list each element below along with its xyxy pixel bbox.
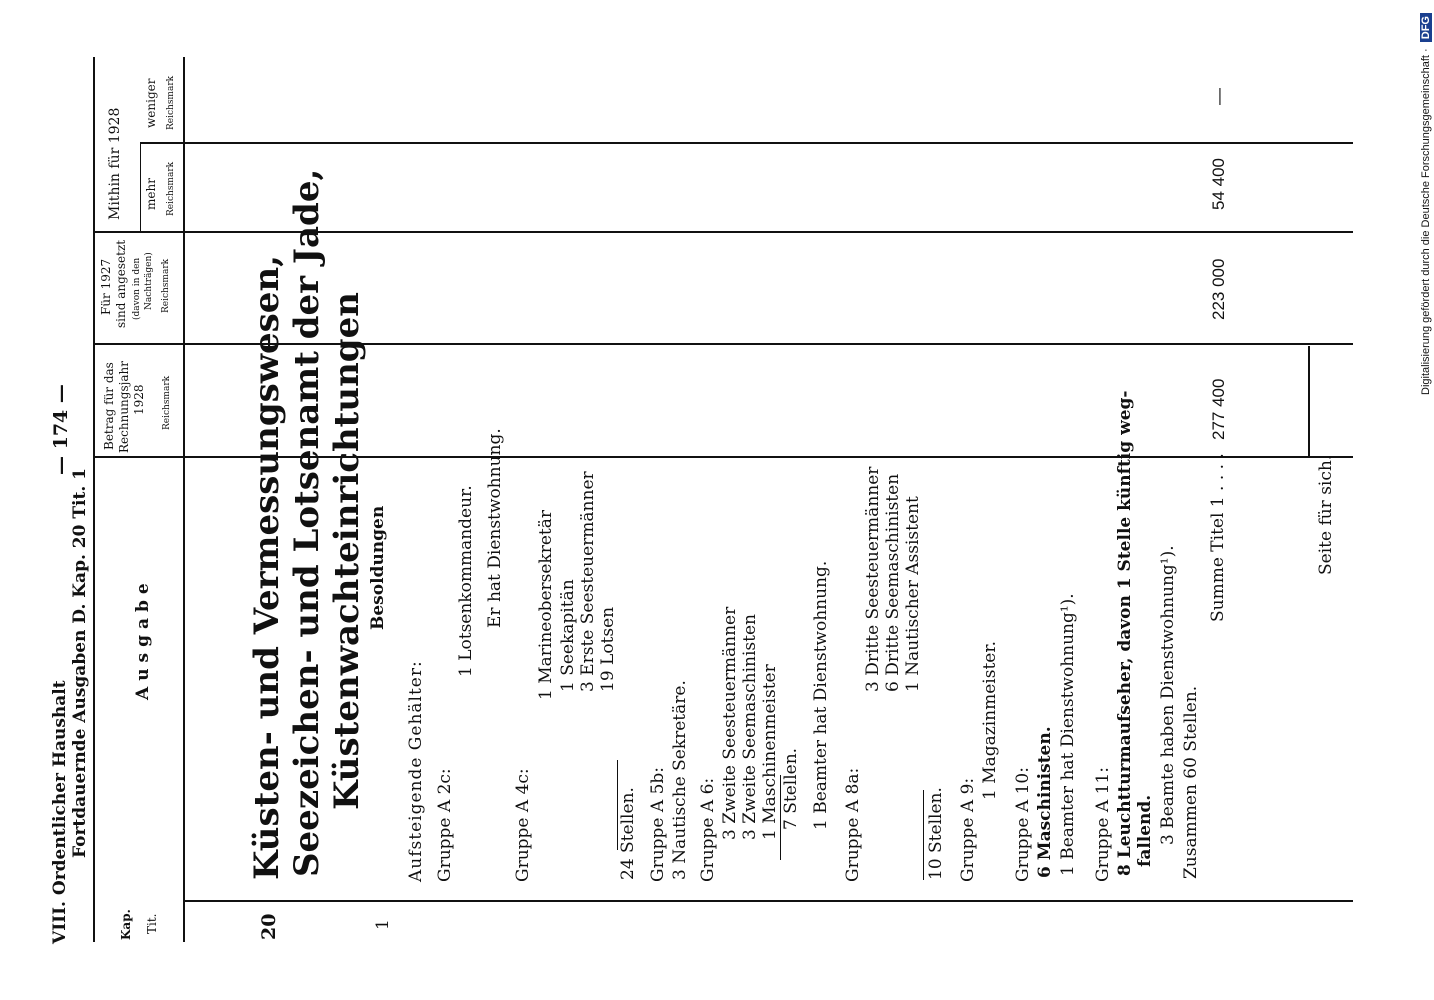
col-betrag-unit: Reichsmark bbox=[162, 375, 172, 430]
group-a6-item-1: 3 Zweite Seesteuermänner bbox=[720, 606, 740, 840]
group-a8a-sum: 10 Stellen. bbox=[926, 787, 946, 880]
col-kap: Kap. bbox=[119, 909, 133, 940]
group-a6-sum: 7 Stellen. bbox=[781, 747, 801, 830]
group-a10-note: 1 Beamter hat Dienstwohnung¹). bbox=[1058, 593, 1078, 876]
group-a8a-item-1: 3 Dritte Seesteuermänner bbox=[863, 466, 883, 692]
zusammen-total: Zusammen 60 Stellen. bbox=[1181, 685, 1201, 879]
group-a11: Gruppe A 11: bbox=[1093, 767, 1113, 882]
group-a4c-item-3: 3 Erste Seesteuermänner bbox=[578, 471, 598, 692]
group-a5b: Gruppe A 5b: bbox=[648, 767, 668, 882]
group-a9: Gruppe A 9: bbox=[958, 777, 978, 882]
dfg-logo: DFG bbox=[1420, 13, 1432, 42]
digitization-credit bbox=[1418, 0, 1434, 1000]
title-line-2: Seezeichen- und Lotsenamt der Jade, bbox=[287, 168, 327, 877]
group-a9-item: 1 Magazinmeister. bbox=[980, 640, 1000, 800]
group-a8a: Gruppe A 8a: bbox=[843, 767, 863, 882]
section-header: VIII. Ordentlicher Haushalt bbox=[50, 680, 70, 944]
summe-label: Summe Titel 1 . . . . bbox=[1208, 453, 1228, 622]
besoldungen-heading: Besoldungen bbox=[368, 505, 388, 630]
table-top-rule bbox=[93, 57, 95, 942]
group-a4c-item-4: 19 Lotsen bbox=[598, 606, 618, 692]
titel-number: 1 bbox=[373, 919, 393, 930]
group-a5b-item: 3 Nautische Sekretäre. bbox=[670, 680, 690, 880]
rule-kap-tit bbox=[183, 900, 1353, 902]
group-a2c: Gruppe A 2c: bbox=[435, 768, 455, 882]
group-a4c-item-2: 1 Seekapitän bbox=[558, 579, 578, 692]
group-a4c: Gruppe A 4c: bbox=[513, 768, 533, 882]
col-betrag-3: 1928 bbox=[132, 384, 146, 415]
betrag-1927-value: 223 000 bbox=[1209, 258, 1228, 320]
col-ausgabe: Ausgabe bbox=[133, 577, 153, 700]
mehr-value: 54 400 bbox=[1209, 158, 1228, 210]
group-a11-item-a: 8 Leuchtturmaufseher, davon 1 Stelle künftig weg- bbox=[1115, 390, 1135, 876]
title-line-1: Küsten- und Vermessungswesen, bbox=[247, 255, 287, 880]
header-bottom-rule bbox=[183, 57, 185, 942]
group-a6: Gruppe A 6: bbox=[698, 777, 718, 882]
col-mehr: mehr bbox=[144, 178, 158, 210]
col-1927-1: Für 1927 bbox=[99, 258, 113, 315]
rule-mithin bbox=[140, 143, 141, 233]
col-weniger-unit: Reichsmark bbox=[166, 75, 176, 130]
rule-1927-mehr bbox=[93, 231, 1353, 233]
group-a10-item: 6 Maschinisten. bbox=[1035, 726, 1055, 878]
summe-underline bbox=[1308, 346, 1310, 458]
subsection-header: Fortdauernde Ausgaben D. Kap. 20 Tit. 1 bbox=[70, 468, 90, 858]
group-a11-item-b: fallend. bbox=[1135, 794, 1155, 867]
group-a2c-note: Er hat Dienstwohnung. bbox=[485, 428, 505, 628]
aufsteigende-label: Aufsteigende Gehälter: bbox=[406, 660, 426, 882]
weniger-value: — bbox=[1209, 88, 1228, 105]
group-a4c-item-1: 1 Marineobersekretär bbox=[536, 509, 556, 700]
title-line-3: Küstenwachteinrichtungen bbox=[327, 292, 367, 810]
col-betrag-2: Rechnungsjahr bbox=[117, 361, 131, 453]
group-a6-item-3: 1 Maschinenmeister bbox=[760, 664, 780, 840]
group-a10: Gruppe A 10: bbox=[1013, 767, 1033, 882]
col-1927-3: (davon in den bbox=[132, 257, 142, 320]
group-a8a-sum-rule bbox=[923, 790, 924, 880]
col-mithin: Mithin für 1928 bbox=[107, 107, 123, 220]
seite-fuer-sich: Seite für sich. bbox=[1316, 454, 1336, 575]
group-a6-note: 1 Beamter hat Dienstwohnung. bbox=[811, 560, 831, 830]
kapitel-number: 20 bbox=[258, 913, 280, 940]
col-1927-2: sind angesetzt bbox=[114, 239, 128, 328]
group-a2c-item: 1 Lotsenkommandeur. bbox=[456, 485, 476, 677]
group-a4c-sum: 24 Stellen. bbox=[618, 787, 638, 880]
col-1927-4: Nachträgen) bbox=[144, 252, 154, 310]
betrag-1928-value: 277 400 bbox=[1209, 378, 1228, 440]
rule-mehr-weniger bbox=[140, 142, 1353, 144]
col-tit: Tit. bbox=[145, 913, 159, 934]
col-1927-unit: Reichsmark bbox=[161, 258, 171, 313]
group-a6-item-2: 3 Zweite Seemaschinisten bbox=[740, 614, 760, 840]
credit-text: Digitalisierung gefördert durch die Deutsche Forschungsgemeinschaft · bbox=[1420, 48, 1432, 395]
group-a8a-item-2: 6 Dritte Seemaschinisten bbox=[883, 473, 903, 692]
col-betrag-1: Betrag für das bbox=[102, 362, 116, 450]
col-weniger: weniger bbox=[144, 78, 158, 128]
col-mehr-unit: Reichsmark bbox=[166, 161, 176, 216]
group-a11-note: 3 Beamte haben Dienstwohnung¹). bbox=[1158, 545, 1178, 845]
group-a8a-item-3: 1 Nautischer Assistent bbox=[903, 496, 923, 692]
page-number: — 174 — bbox=[50, 384, 72, 475]
